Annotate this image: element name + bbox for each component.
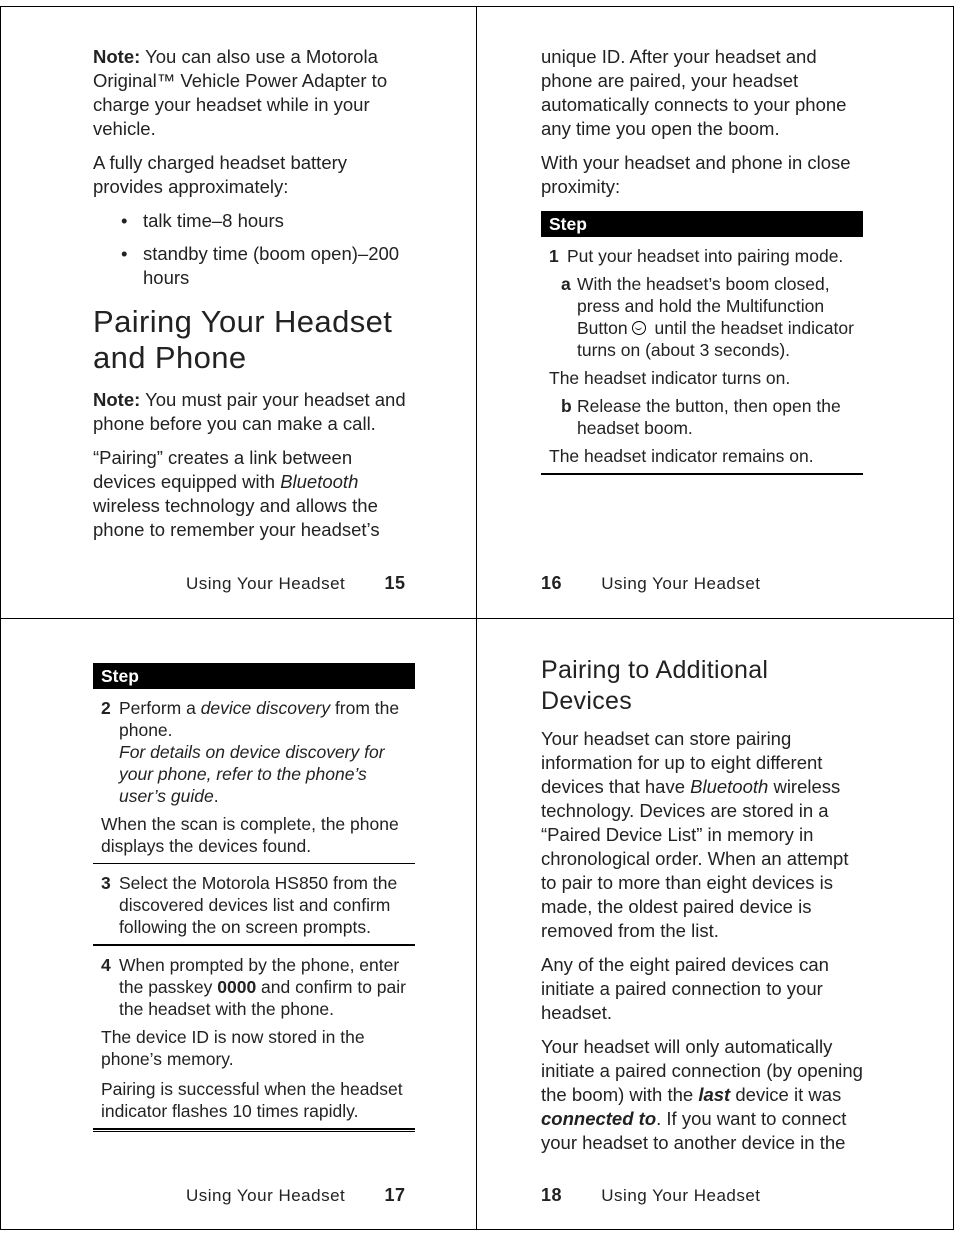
list-item: • talk time–8 hours xyxy=(143,209,415,233)
step-row xyxy=(541,237,863,474)
footer-label: Using Your Headset xyxy=(186,574,346,593)
battery-intro: A fully charged headset battery provides approximately: xyxy=(93,152,348,197)
step-number: 4 xyxy=(101,955,111,975)
step-result: The headset indicator remains on. xyxy=(549,446,814,466)
step-row xyxy=(93,864,415,945)
page-15 xyxy=(0,6,477,618)
intro-proximity: With your headset and phone in close proximity: xyxy=(541,152,851,197)
footer-label: Using Your Headset xyxy=(601,574,761,593)
page-18-content xyxy=(541,655,863,1165)
step-number: 3 xyxy=(101,873,111,893)
substep-letter: b xyxy=(561,396,572,416)
battery-list xyxy=(93,209,415,290)
paired-list-paragraph: Your headset can store pairing information for up to eight different devices that have Bluetooth wireless technology. Devices are stored in a “Paired Device List” in memory in chronological order. When an attempt to pair to more than eight devices is made, the oldest paired device is removed from the list. xyxy=(541,728,849,941)
step-result: The device ID is now stored in the phone’s memory. xyxy=(101,1027,365,1069)
step-result: Pairing is successful when the headset indicator flashes 10 times rapidly. xyxy=(101,1079,403,1121)
page-16 xyxy=(477,6,954,618)
initiate-paragraph: Any of the eight paired devices can initiate a paired connection to your headset. xyxy=(541,954,829,1023)
pairing-description: “Pairing” creates a link between devices equipped with Bluetooth wireless technology and allows the phone to remember your headset’s xyxy=(93,447,380,540)
note-pairing: Note: You must pair your headset and phone before you can make a call. xyxy=(93,389,406,434)
step-text: Perform a device discovery from the phone. For details on device discovery for your phone, refer to the phone’s user’s guide. xyxy=(119,698,400,806)
step-text: Select the Motorola HS850 from the discovered devices list and confirm following the on screen prompts. xyxy=(119,873,398,937)
list-item: • standby time (boom open)–200 hours xyxy=(143,242,415,290)
page-footer xyxy=(541,1185,761,1206)
table-end-rule xyxy=(541,474,863,475)
step-number: 2 xyxy=(101,698,111,718)
step-table xyxy=(541,211,863,475)
substep-text: With the headset’s boom closed, press and hold the Multifunction Button until the headset indicator turns on (about 3 seconds). xyxy=(577,274,854,360)
step-table-header: Step xyxy=(93,663,415,689)
step-text: When prompted by the phone, enter the passkey 0000 and confirm to pair the headset with the phone. xyxy=(119,955,406,1019)
step-result: The headset indicator turns on. xyxy=(549,368,791,388)
section-heading: Pairing Your Headset and Phone xyxy=(93,304,393,375)
auto-connect-paragraph: Your headset will only automatically initiate a paired connection (by opening the boom) with the last device it was connected to. If you want to connect your headset to another device in the xyxy=(541,1036,863,1153)
page-number: 17 xyxy=(384,1185,406,1205)
page-15-content xyxy=(93,45,415,552)
step-row xyxy=(93,689,415,864)
intro-paragraph: unique ID. After your headset and phone are paired, your headset automatically connects to your phone any time you open the boom. xyxy=(541,46,847,139)
multifunction-button-icon xyxy=(632,321,646,335)
table-end-rule xyxy=(93,1129,415,1132)
page-17 xyxy=(0,618,477,1230)
page-number: 18 xyxy=(541,1185,563,1205)
note-charging: Note: You can also use a Motorola Original™ Vehicle Power Adapter to charge your headset while in your vehicle. xyxy=(93,46,388,139)
page-number: 16 xyxy=(541,573,563,593)
page-16-content xyxy=(541,45,863,475)
section-heading: Pairing to Additional Devices xyxy=(541,656,769,715)
step-number: 1 xyxy=(549,246,559,266)
substep-letter: a xyxy=(561,274,571,294)
page-number: 15 xyxy=(384,573,406,593)
footer-label: Using Your Headset xyxy=(186,1186,346,1205)
step-result: When the scan is complete, the phone displays the devices found. xyxy=(101,814,399,856)
page-footer xyxy=(186,1185,406,1206)
passkey: 0000 xyxy=(217,977,257,997)
page-17-content xyxy=(93,663,415,1132)
substep-text: Release the button, then open the headset boom. xyxy=(577,396,841,438)
page-footer xyxy=(541,573,761,594)
step-table xyxy=(93,663,415,1132)
step-text: Put your headset into pairing mode. xyxy=(567,246,844,266)
step-table-header: Step xyxy=(541,211,863,237)
page-footer xyxy=(186,573,406,594)
footer-label: Using Your Headset xyxy=(601,1186,761,1205)
page-18 xyxy=(477,618,954,1230)
step-row xyxy=(93,945,415,1129)
step-note: For details on device discovery for your phone, refer to the phone’s user’s guide xyxy=(119,742,385,806)
